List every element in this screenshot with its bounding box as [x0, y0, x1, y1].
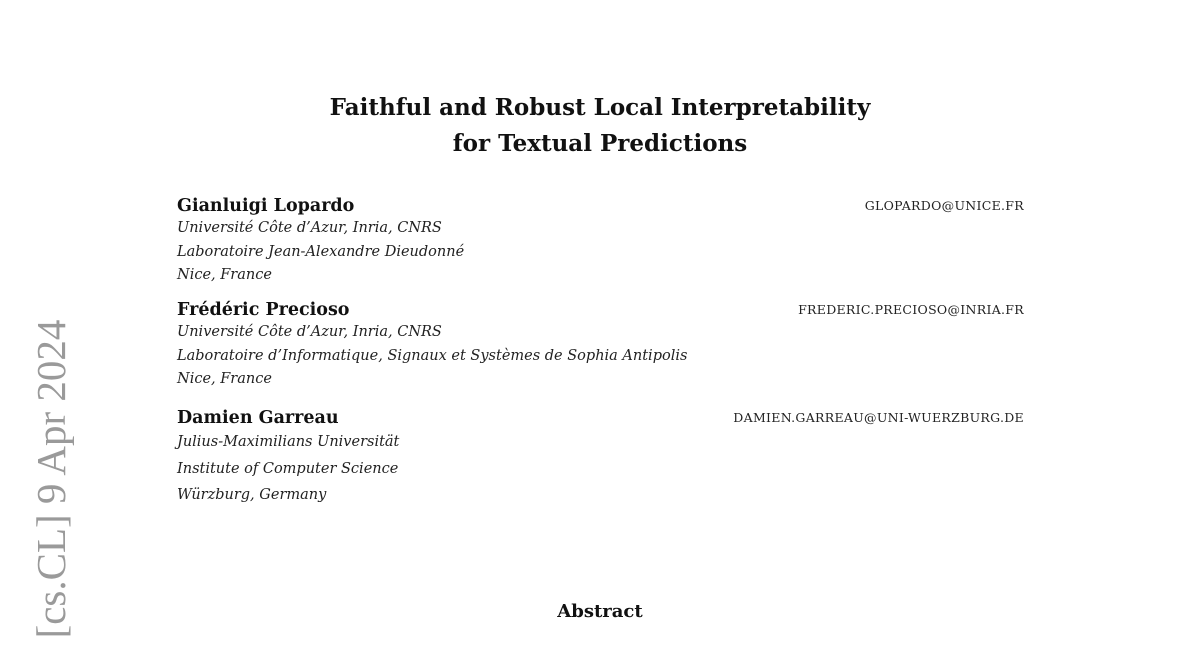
author-affiliation: Würzburg, Germany [177, 487, 327, 503]
author-affiliation: Nice, France [177, 371, 272, 387]
author-name: Gianluigi Lopardo [177, 196, 355, 216]
author-affiliation: Nice, France [177, 267, 272, 283]
author-email: GLOPARDO@UNICE.FR [864, 198, 1024, 213]
author-email: FREDERIC.PRECIOSO@INRIA.FR [798, 302, 1024, 317]
title-line-1: Faithful and Robust Local Interpretability [329, 94, 871, 121]
author-email: DAMIEN.GARREAU@UNI-WUERZBURG.DE [733, 410, 1024, 425]
abstract-heading: Abstract [557, 601, 643, 622]
author-affiliation: Julius-Maximilians Universität [177, 434, 400, 450]
author-affiliation: Laboratoire d’Informatique, Signaux et Systèmes de Sophia Antipolis [177, 347, 688, 364]
author-affiliation: Université Côte d’Azur, Inria, CNRS [177, 220, 442, 236]
author-affiliation: Institute of Computer Science [177, 460, 399, 477]
author-block-lopardo [177, 195, 1024, 288]
author-name: Frédéric Precioso [177, 300, 350, 320]
title-line-2: for Textual Predictions [452, 130, 748, 157]
author-block-garreau [177, 407, 1024, 509]
arxiv-side-stamp: [cs.CL] 9 Apr 2024 [28, 319, 74, 639]
author-affiliation: Université Côte d’Azur, Inria, CNRS [177, 324, 442, 340]
paper-title [0, 90, 1200, 162]
author-affiliation: Laboratoire Jean-Alexandre Dieudonné [177, 243, 465, 260]
author-block-precioso [177, 299, 1024, 392]
author-name: Damien Garreau [177, 408, 339, 428]
